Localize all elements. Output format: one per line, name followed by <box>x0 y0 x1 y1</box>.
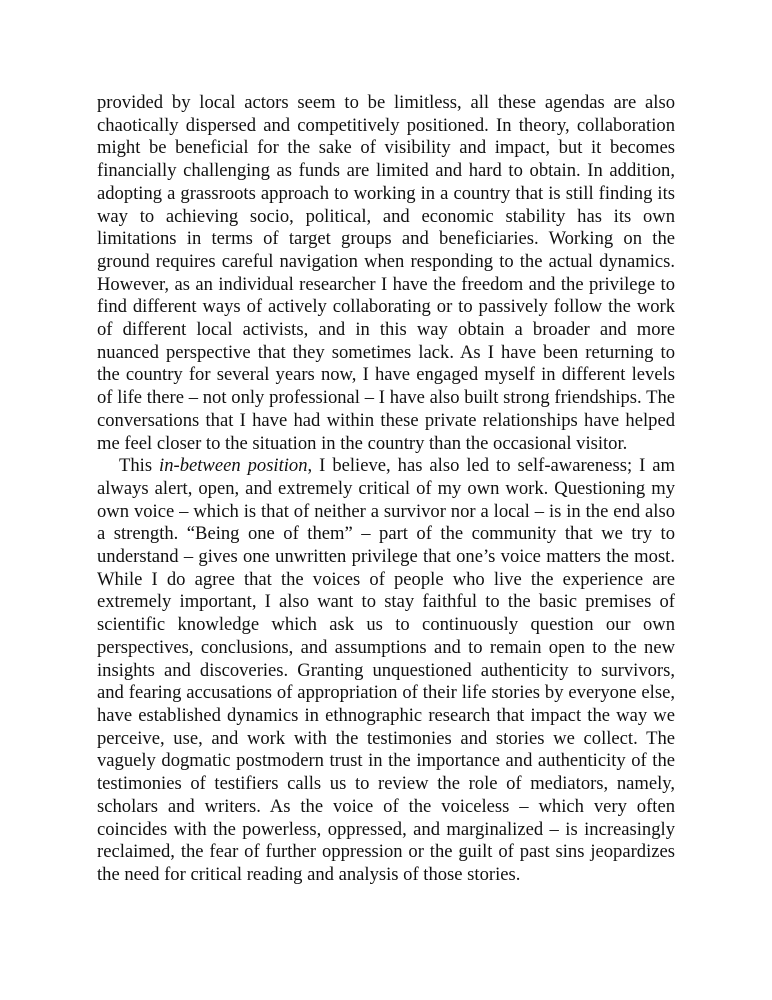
body-paragraph: provided by local actors seem to be limitless, all these agendas are also chaotically dispersed and competitively positioned. In theory, collaboration might be beneficial for the sake of visibility and impact, but it becomes financially challenging as funds are limited and hard to obtain. In addition, adopting a grassroots approach to working in a country that is still finding its way to achieving socio, political, and economic stability has its own limitations in terms of target groups and beneficiaries. Working on the ground requires careful navigation when responding to the actual dynamics. However, as an individual researcher I have the freedom and the privilege to find different ways of actively collaborating or to passively follow the work of different local activists, and in this way obtain a broader and more nuanced perspective that they sometimes lack. As I have been returning to the country for several years now, I have engaged myself in different levels of life there – not only professional – I have also built strong friendships. The conversations that I have had within these private relationships have helped me feel closer to the situation in the country than the occasional visitor. <box>97 92 675 454</box>
paragraph-lead: This <box>119 455 160 477</box>
document-page <box>97 92 675 887</box>
emphasized-term: in-between position <box>159 455 308 477</box>
paragraph-text: , I believe, has also led to self-awareness; I am always alert, open, and extremely critical of my own work. Questioning my own voice – which is that of neither a survivor nor a local – is in the end also a strength. “Being one of them” – part of the community that we try to understand – gives one unwritten privilege that one’s voice matters the most. While I do agree that the voices of people who live the experience are extremely important, I also want to stay faithful to the basic premises of scientific knowledge which ask us to continuously question our own perspectives, conclusions, and assumptions and to remain open to the new insights and discoveries. Granting unquestioned authenticity to survivors, and fearing accusations of appropriation of their life stories by everyone else, have established dynamics in ethnographic research that impact the way we perceive, use, and work with the testimonies and stories we collect. The vaguely dogmatic postmodern trust in the importance and authenticity of the testimonies of testifiers calls us to review the role of mediators, namely, scholars and writers. As the voice of the voiceless – which very often coincides with the powerless, oppressed, and marginalized – is increasingly reclaimed, the fear of further oppression or the guilt of past sins jeopardizes the need for critical reading and analysis of those stories. <box>97 455 675 885</box>
body-paragraph <box>97 455 675 886</box>
